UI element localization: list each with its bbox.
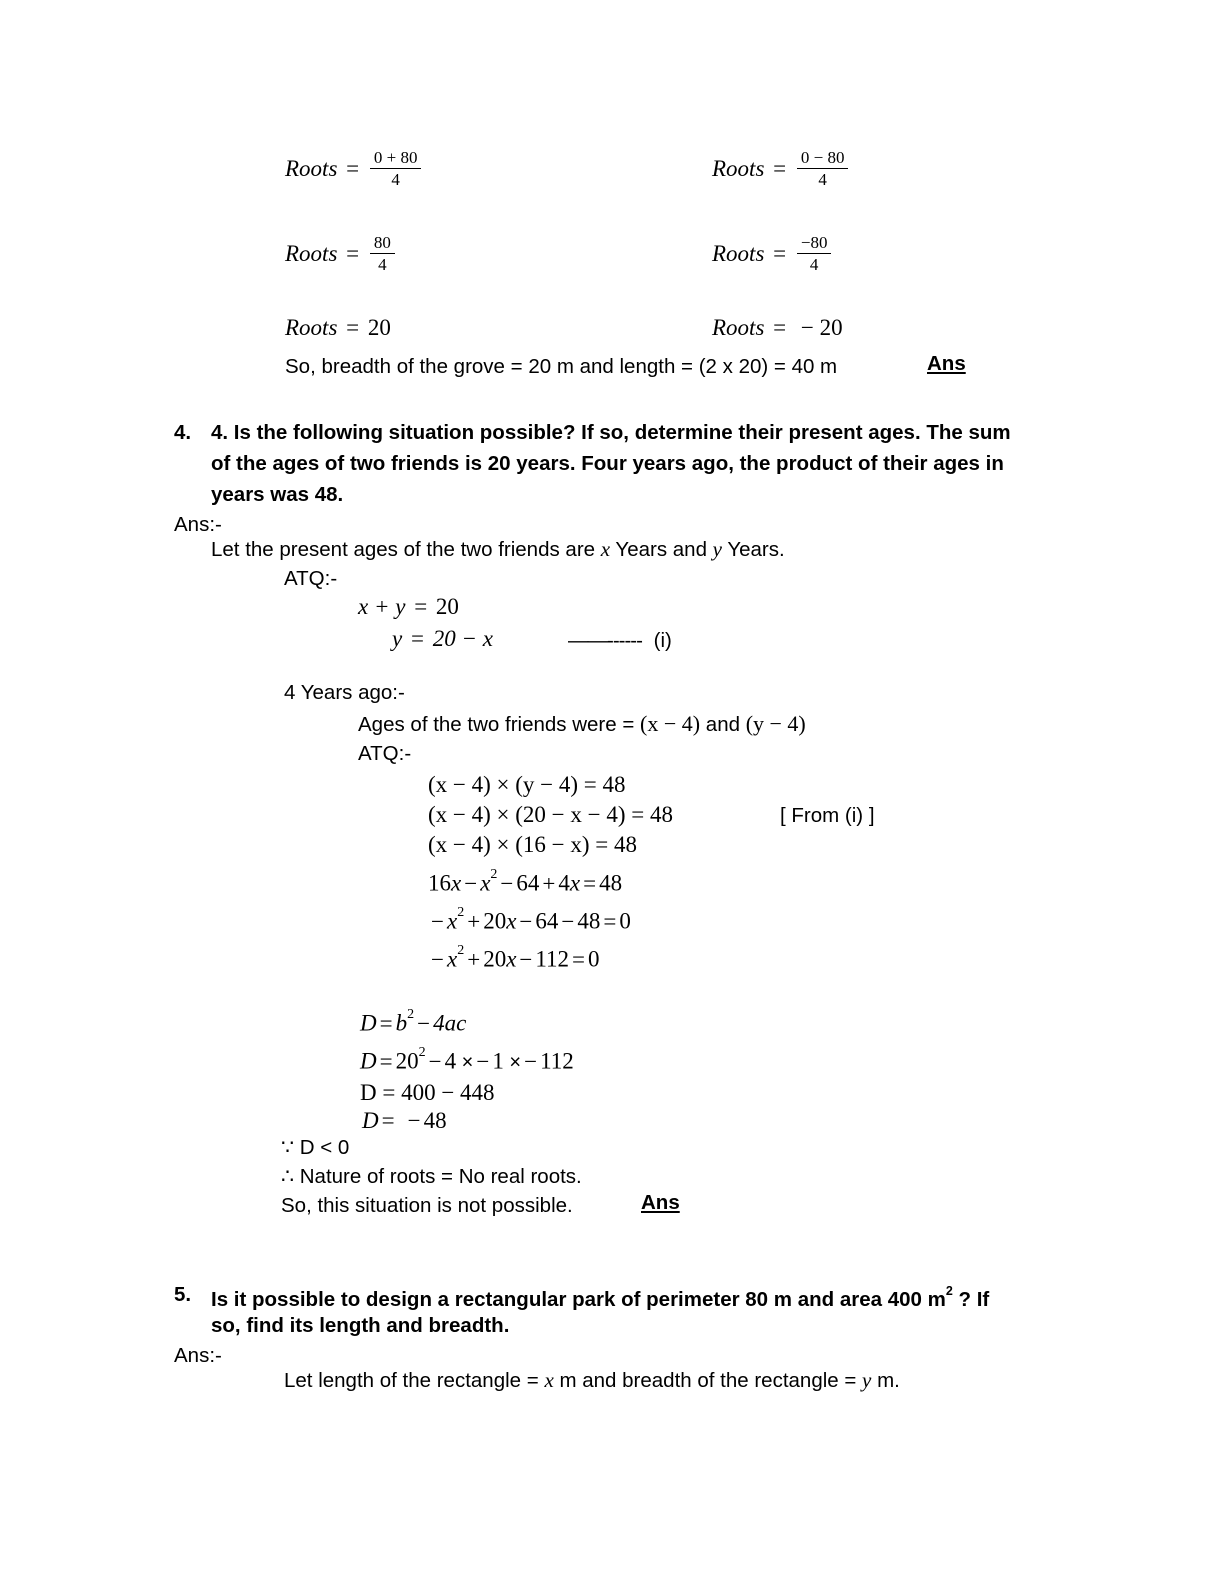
discriminant-line-3: D = 400 − 448: [360, 1080, 495, 1105]
question-4-text-line-3: years was 48.: [211, 483, 344, 506]
fraction-numerator: 0 − 80: [800, 148, 845, 167]
roots-equation-right-3: [712, 313, 843, 343]
let-line-part1: Let the present ages of the two friends are: [211, 538, 601, 561]
roots-equation-left-3: [285, 313, 391, 343]
question-4-step-4: $16x - x^2 - 64 + 4x = 48$: [428, 867, 623, 896]
fraction-denominator: 4: [370, 253, 395, 274]
discriminant-line-2: $D = 20^2 - 4$ × − 1 × − 112: [360, 1045, 574, 1074]
equals-sign: =: [773, 155, 787, 181]
question-4-equation-2: [392, 624, 493, 654]
roots-equation-left-1: [285, 150, 423, 191]
question-4-final-line: So, this situation is not possible.: [281, 1194, 573, 1217]
let-line-part3: Years.: [722, 538, 785, 561]
q5-let-part1: Let length of the rectangle =: [284, 1369, 545, 1392]
question-5-number: 5.: [174, 1283, 192, 1306]
reference-dash: ——------: [568, 629, 642, 652]
question-4-step-3: (x − 4) × (16 − x) = 48: [428, 832, 638, 857]
fraction-denominator: 4: [797, 253, 832, 274]
fraction: [797, 148, 849, 189]
roots-label: Roots: [285, 240, 338, 266]
square-superscript: 2: [945, 1284, 953, 1298]
fraction: [797, 233, 832, 274]
equals-sign: =: [346, 155, 360, 181]
ans-label-q3: Ans: [927, 352, 966, 375]
fraction-numerator: 0 + 80: [373, 148, 418, 167]
fraction: [370, 148, 422, 189]
question-4-step-1: (x − 4) × (y − 4) = 48: [428, 772, 626, 797]
roots-label: Roots: [712, 240, 765, 266]
equation-2-lhs: y: [392, 626, 403, 651]
therefore-nature-of-roots: ∴ Nature of roots = No real roots.: [281, 1165, 582, 1188]
roots-equation-left-2: [285, 235, 397, 276]
equation-2-rhs: 20 − x: [432, 626, 493, 651]
discriminant-line-4: D = − 48: [362, 1108, 447, 1133]
ages-line-joiner: and: [700, 713, 746, 736]
question-5-line1-a: Is it possible to design a rectangular park of perimeter 80 m and area 400 m: [211, 1287, 946, 1311]
expression-y-minus-4: (y − 4): [745, 711, 806, 736]
question-4-years-ago-heading: 4 Years ago:-: [284, 681, 405, 704]
question-5-text-line-2: so, find its length and breadth.: [211, 1314, 510, 1337]
question-5-ans-prefix: Ans:-: [174, 1344, 222, 1367]
equals-sign: =: [346, 315, 360, 340]
question-4-let-line: [211, 534, 785, 565]
variable-x: x: [544, 1368, 554, 1392]
roots-label: Roots: [285, 315, 338, 340]
equals-sign: =: [410, 626, 424, 651]
question-4-equation-2-reference: [568, 626, 672, 656]
grove-conclusion-line: So, breadth of the grove = 20 m and length = (2 x 20) = 40 m: [285, 355, 838, 378]
q5-let-part2: m and breadth of the rectangle =: [553, 1369, 863, 1392]
question-4-step-5: − $x^2 + 20x - 64 - 48 = 0$: [431, 905, 631, 934]
discriminant-line-1: $D = b^2 - 4ac$: [360, 1007, 467, 1036]
equals-sign: =: [414, 594, 428, 619]
equation-1-lhs: x + y: [358, 594, 406, 619]
variable-y: y: [862, 1368, 872, 1392]
question-4-atq-label-1: ATQ:-: [284, 567, 338, 590]
fraction: [370, 233, 395, 274]
fraction-numerator: −80: [800, 233, 828, 252]
question-4-step-2-note: [ From (i) ]: [780, 804, 875, 827]
question-4-step-2: (x − 4) × (20 − x − 4) = 48: [428, 802, 673, 827]
equals-sign: =: [773, 315, 787, 340]
variable-y: y: [712, 537, 722, 561]
expression-x-minus-4: (x − 4): [640, 711, 701, 736]
question-4-equation-1: [358, 592, 459, 622]
equals-sign: =: [346, 240, 360, 266]
ans-label-q4: Ans: [641, 1191, 680, 1214]
ages-line-prefix: Ages of the two friends were =: [358, 713, 641, 736]
fraction-denominator: 4: [370, 168, 422, 189]
equals-sign: =: [773, 240, 787, 266]
question-4-text-line-2: of the ages of two friends is 20 years. Four years ago, the product of their ages in: [211, 452, 1004, 475]
roots-equation-right-2: [712, 235, 833, 276]
reference-number: (i): [653, 629, 672, 652]
question-4-number: 4.: [174, 421, 192, 444]
question-4-ans-prefix: Ans:-: [174, 513, 222, 536]
question-4-step-6: − $x^2 + 20x - 112 = 0$: [431, 943, 600, 972]
roots-equation-right-1: [712, 150, 850, 191]
roots-label: Roots: [712, 315, 765, 340]
because-d-less-than-zero: ∵ D < 0: [281, 1136, 350, 1159]
roots-label: Roots: [712, 155, 765, 181]
fraction-denominator: 4: [797, 168, 849, 189]
fraction-numerator: 80: [373, 233, 391, 252]
equation-1-rhs: 20: [435, 594, 459, 619]
question-4-ages-line: [358, 709, 806, 740]
question-4-text-line-1: 4. Is the following situation possible? If so, determine their present ages. The sum: [211, 421, 1011, 444]
question-5-let-line: [284, 1365, 900, 1396]
roots-value: − 20: [800, 315, 843, 340]
roots-label: Roots: [285, 155, 338, 181]
variable-x: x: [600, 537, 611, 561]
roots-value: 20: [367, 315, 391, 340]
question-5-line1-b: ? If: [952, 1287, 990, 1311]
let-line-part2: Years and: [610, 538, 713, 561]
question-4-atq-label-2: ATQ:-: [358, 742, 412, 765]
q5-let-part3: m.: [871, 1369, 900, 1392]
